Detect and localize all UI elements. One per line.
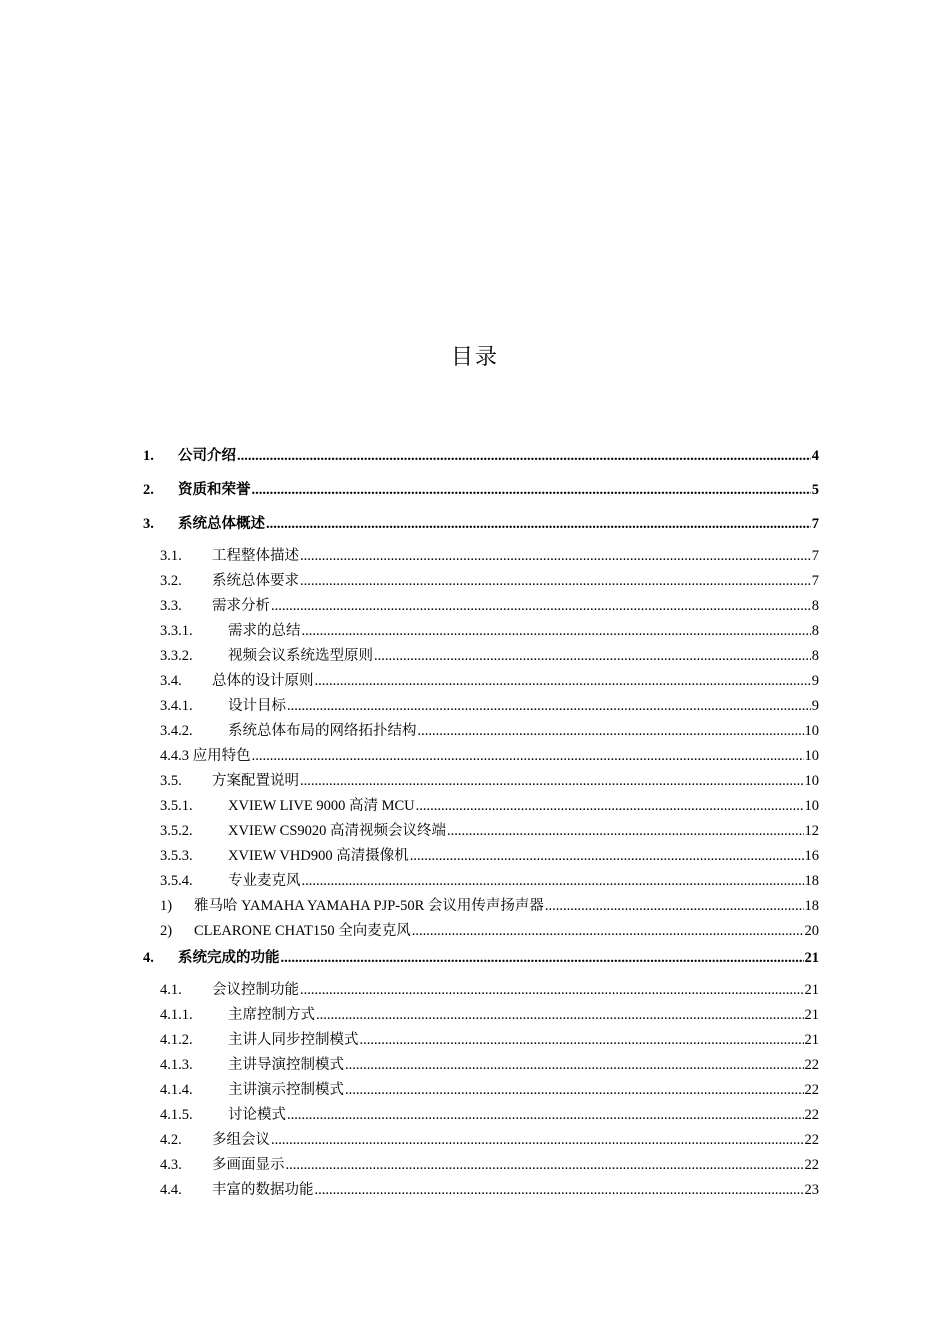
toc-entry-title: 需求的总结 — [228, 623, 301, 639]
toc-entry[interactable] — [143, 669, 819, 694]
toc-entry-page: 7 — [811, 548, 819, 564]
toc-entry[interactable] — [143, 442, 819, 476]
toc-entry-number: 3.5.3. — [160, 848, 193, 864]
toc-entry-title: 工程整体描述 — [212, 548, 299, 564]
toc-entry-page: 23 — [804, 1182, 819, 1198]
toc-entry-number: 3.1. — [160, 548, 182, 564]
toc-entry-page: 5 — [811, 482, 819, 498]
toc-entry-number: 3.4.1. — [160, 698, 193, 714]
toc-entry-title: 系统总体布局的网络拓扑结构 — [228, 723, 417, 739]
toc-entry-page: 22 — [804, 1157, 819, 1173]
toc-entry[interactable] — [143, 869, 819, 894]
toc-dot-leader — [345, 1078, 804, 1103]
toc-entry-page: 22 — [804, 1057, 819, 1073]
toc-dot-leader — [302, 869, 804, 894]
toc-entry-page: 16 — [804, 848, 819, 864]
toc-entry-title: 总体的设计原则 — [212, 673, 314, 689]
toc-entry-page: 7 — [811, 516, 819, 532]
toc-entry-title: 系统完成的功能 — [178, 950, 280, 966]
toc-entry-title: XVIEW LIVE 9000 高清 MCU — [228, 798, 415, 814]
toc-entry-page: 8 — [811, 648, 819, 664]
toc-entry[interactable] — [143, 476, 819, 510]
toc-entry-title: 主讲导演控制模式 — [228, 1057, 344, 1073]
toc-entry-page: 20 — [804, 923, 819, 939]
toc-entry[interactable] — [143, 569, 819, 594]
toc-entry-page: 8 — [811, 623, 819, 639]
toc-entry-number: 2) — [160, 923, 173, 939]
toc-entry[interactable] — [143, 769, 819, 794]
toc-entry[interactable] — [143, 1003, 819, 1028]
toc-entry-page: 10 — [804, 748, 819, 764]
toc-entry-number: 3.5.4. — [160, 873, 193, 889]
toc-entry[interactable] — [143, 1103, 819, 1128]
toc-entry-title: 雅马哈 YAMAHA YAMAHA PJP-50R 会议用传声扬声器 — [194, 898, 544, 914]
toc-dot-leader — [281, 944, 804, 972]
toc-entry-title: 设计目标 — [228, 698, 286, 714]
toc-entry-title: 主讲人同步控制模式 — [228, 1032, 359, 1048]
toc-dot-leader — [300, 769, 804, 794]
toc-entry-number: 4.2. — [160, 1132, 182, 1148]
toc-entry-title: 讨论模式 — [228, 1107, 286, 1123]
toc-dot-leader — [302, 619, 811, 644]
toc-entry-number: 4.1.5. — [160, 1107, 193, 1123]
toc-entry-page: 8 — [811, 598, 819, 614]
toc-entry-title: 视频会议系统选型原则 — [228, 648, 373, 664]
toc-entry-page: 21 — [804, 950, 819, 966]
toc-entry-page: 18 — [804, 873, 819, 889]
toc-dot-leader — [315, 1178, 804, 1203]
toc-entry-number: 4.3. — [160, 1157, 182, 1173]
toc-dot-leader — [300, 978, 804, 1003]
toc-entry-title: 公司介绍 — [178, 448, 236, 464]
toc-entry-page: 10 — [804, 798, 819, 814]
toc-entry[interactable] — [143, 819, 819, 844]
table-of-contents — [143, 442, 819, 1203]
toc-entry-page: 4 — [811, 448, 819, 464]
toc-entry[interactable] — [143, 1078, 819, 1103]
toc-entry-title: XVIEW CS9020 高清视频会议终端 — [228, 823, 447, 839]
toc-entry-number: 3.2. — [160, 573, 182, 589]
toc-entry-number: 3. — [143, 516, 154, 532]
toc-entry[interactable] — [143, 694, 819, 719]
toc-entry[interactable] — [143, 794, 819, 819]
toc-dot-leader — [360, 1028, 804, 1053]
toc-entry-number: 4.1.1. — [160, 1007, 193, 1023]
toc-entry[interactable] — [143, 919, 819, 944]
toc-entry-number: 3.4. — [160, 673, 182, 689]
toc-entry-title: 会议控制功能 — [212, 982, 299, 998]
toc-entry-title: XVIEW VHD900 高清摄像机 — [228, 848, 409, 864]
toc-dot-leader — [447, 819, 803, 844]
toc-dot-leader — [418, 719, 804, 744]
toc-dot-leader — [412, 919, 804, 944]
toc-entry-page: 9 — [811, 698, 819, 714]
toc-entry-number: 2. — [143, 482, 154, 498]
toc-entry-page: 18 — [804, 898, 819, 914]
toc-dot-leader — [271, 1128, 804, 1153]
toc-entry-number: 3.3.1. — [160, 623, 193, 639]
toc-entry-number: 3.3. — [160, 598, 182, 614]
toc-dot-leader — [271, 594, 811, 619]
toc-entry-title: CLEARONE CHAT150 全向麦克风 — [194, 923, 411, 939]
toc-entry-title: 系统总体概述 — [178, 516, 265, 532]
toc-entry-page: 7 — [811, 573, 819, 589]
toc-entry[interactable] — [143, 1028, 819, 1053]
toc-entry[interactable] — [143, 544, 819, 569]
toc-entry[interactable] — [143, 644, 819, 669]
toc-entry-title: 资质和荣誉 — [178, 482, 251, 498]
toc-dot-leader — [237, 442, 811, 470]
toc-dot-leader — [315, 669, 811, 694]
toc-dot-leader — [252, 744, 804, 769]
toc-entry-page: 22 — [804, 1107, 819, 1123]
toc-entry[interactable] — [143, 978, 819, 1003]
toc-entry-number: 3.5. — [160, 773, 182, 789]
toc-dot-leader — [300, 569, 811, 594]
toc-dot-leader — [252, 476, 811, 504]
toc-entry-title: 需求分析 — [212, 598, 270, 614]
toc-entry-title: 多组会议 — [212, 1132, 270, 1148]
toc-entry-number: 4. — [143, 950, 154, 966]
page-title: 目录 — [450, 344, 499, 369]
toc-entry[interactable] — [143, 944, 819, 978]
toc-entry-number: 3.3.2. — [160, 648, 193, 664]
toc-entry[interactable] — [143, 1178, 819, 1203]
toc-entry-title: 多画面显示 — [212, 1157, 285, 1173]
toc-entry-page: 22 — [804, 1132, 819, 1148]
toc-dot-leader — [545, 894, 804, 919]
toc-entry-number: 4.1. — [160, 982, 182, 998]
toc-entry-number: 4.1.3. — [160, 1057, 193, 1073]
toc-entry-page: 12 — [804, 823, 819, 839]
toc-entry-title: 系统总体要求 — [212, 573, 299, 589]
toc-entry[interactable] — [143, 510, 819, 544]
toc-dot-leader — [345, 1053, 804, 1078]
toc-entry[interactable] — [143, 619, 819, 644]
toc-dot-leader — [300, 544, 811, 569]
toc-entry-title: 专业麦克风 — [228, 873, 301, 889]
toc-entry-title: 4.4.3 应用特色 — [160, 748, 251, 764]
toc-entry-number: 1. — [143, 448, 154, 464]
toc-entry-page: 10 — [804, 723, 819, 739]
toc-entry-page: 21 — [804, 982, 819, 998]
toc-entry-number: 4.1.2. — [160, 1032, 193, 1048]
toc-dot-leader — [316, 1003, 804, 1028]
toc-entry-number: 4.4. — [160, 1182, 182, 1198]
toc-entry-page: 9 — [811, 673, 819, 689]
toc-entry[interactable] — [143, 844, 819, 869]
toc-entry[interactable] — [143, 744, 819, 769]
toc-entry-title: 方案配置说明 — [212, 773, 299, 789]
toc-entry-page: 21 — [804, 1032, 819, 1048]
toc-entry-number: 1) — [160, 898, 173, 914]
toc-dot-leader — [266, 510, 811, 538]
toc-entry-title: 主讲演示控制模式 — [228, 1082, 344, 1098]
toc-entry-number: 4.1.4. — [160, 1082, 193, 1098]
toc-entry[interactable] — [143, 1153, 819, 1178]
toc-entry-page: 10 — [804, 773, 819, 789]
toc-entry-title: 主席控制方式 — [228, 1007, 315, 1023]
toc-entry-number: 3.5.2. — [160, 823, 193, 839]
toc-entry[interactable] — [143, 719, 819, 744]
toc-entry-title: 丰富的数据功能 — [212, 1182, 314, 1198]
toc-dot-leader — [286, 1153, 804, 1178]
toc-dot-leader — [410, 844, 804, 869]
toc-entry[interactable] — [143, 1053, 819, 1078]
toc-entry[interactable] — [143, 1128, 819, 1153]
toc-entry[interactable] — [143, 594, 819, 619]
toc-entry-number: 3.4.2. — [160, 723, 193, 739]
toc-dot-leader — [287, 694, 811, 719]
toc-entry-page: 22 — [804, 1082, 819, 1098]
toc-dot-leader — [374, 644, 811, 669]
toc-dot-leader — [287, 1103, 804, 1128]
toc-entry-page: 21 — [804, 1007, 819, 1023]
toc-entry-number: 3.5.1. — [160, 798, 193, 814]
toc-dot-leader — [416, 794, 804, 819]
toc-entry[interactable] — [143, 894, 819, 919]
